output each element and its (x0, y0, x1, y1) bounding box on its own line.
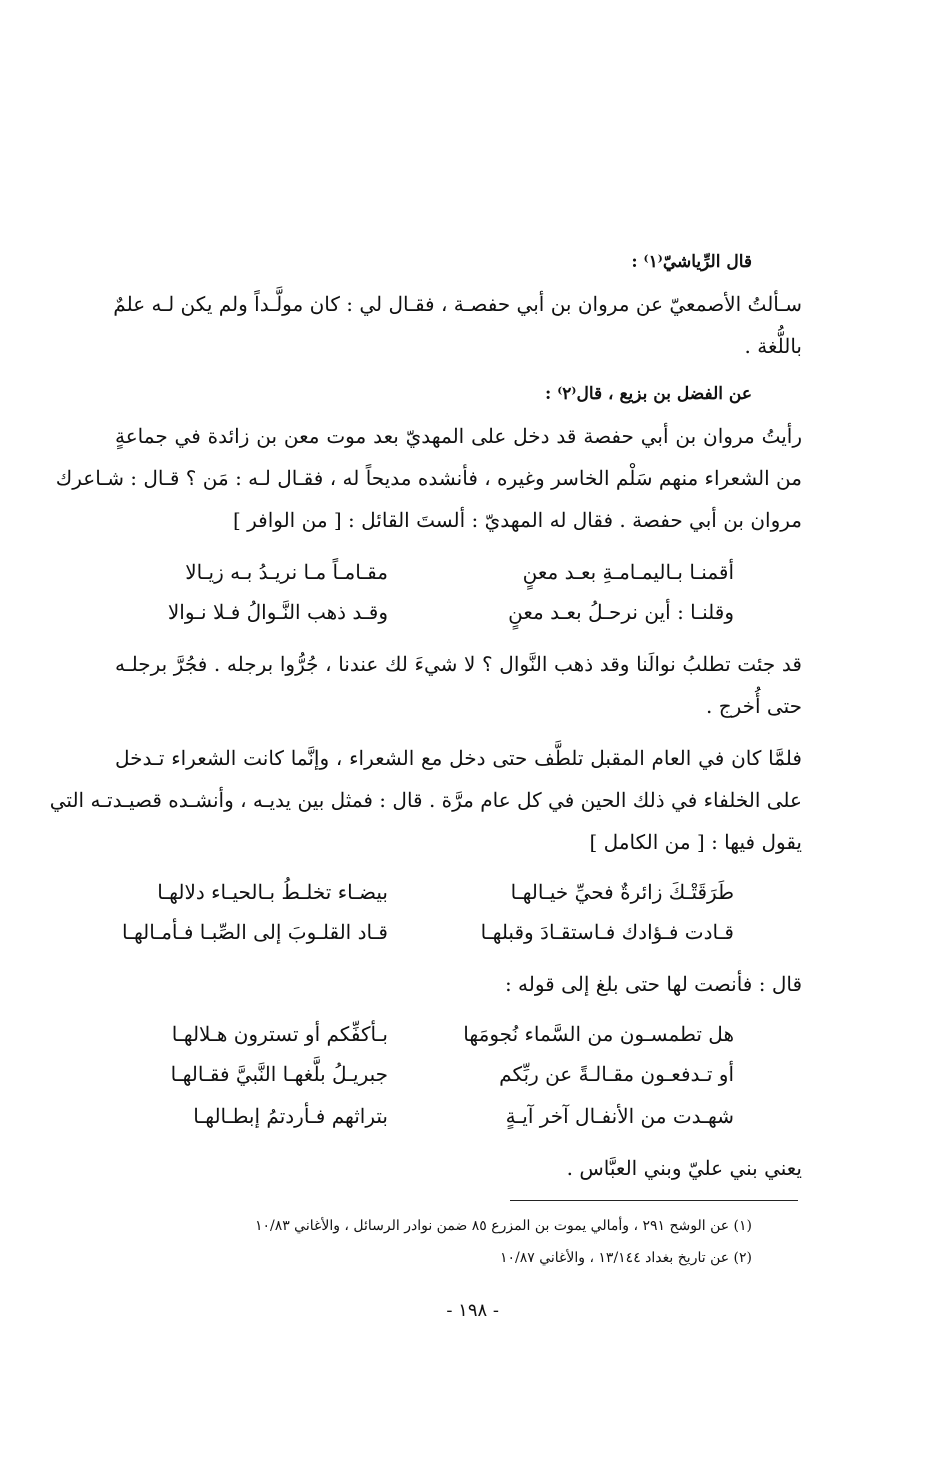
paragraph-line: سـألتُ الأصمعيّ عن مروان بن أبي حفصـة ، فقـال لي : كان مولَّـداً ولم يكن لـه علمٌ (113, 292, 802, 316)
footnote-1: (١) عن الوشح ٢٩١ ، وأمالي يموت بن المزرع ٨٥ ضمن نوادر الرسائل ، والأغاني ١٠/٨٣ (254, 1218, 752, 1234)
paragraph-line: باللُّغة . (744, 334, 802, 358)
verse-second-hemistich: بتراثهم فـأردتمُ إبطـالهـا (193, 1104, 388, 1128)
verse-second-hemistich: جبريـلُ بلَّغهـا النَّبيَّ فقـالهـا (170, 1062, 388, 1086)
footnote-2: (٢) عن تاريخ بغداد ١٣/١٤٤ ، والأغاني ١٠/٨٧ (499, 1250, 752, 1266)
paragraph-line: رأيتُ مروان بن أبي حفصة قد دخل على المهديّ بعد موت معن بن زائدة في جماعةٍ (115, 424, 802, 448)
page-number: - ١٩٨ - (446, 1300, 499, 1321)
fadl-heading: عن الفضل بن بزيع ، قال⁽٢⁾ : (545, 384, 752, 404)
paragraph-line: على الخلفاء في ذلك الحين في كل عام مرَّة . قال : فمثل بين يديـه ، وأنشـده قصيـدتـه التي (49, 788, 802, 812)
verse-second-hemistich: بـأكفِّكم أو تسترون هـلالهـا (171, 1022, 388, 1046)
verse-second-hemistich: مقـامـاً مـا نريـدُ بـه زيـالا (185, 560, 388, 584)
paragraph-line: قد جئت تطلبُ نوالَنا وقد ذهب النَّوال ؟ لا شيءَ لك عندنا ، جُرُّوا برجله . فجُرَّ برجلـه (115, 652, 802, 676)
verse-first-hemistich: أو تـدفعـون مقـالـةً عن ربِّكم (499, 1062, 734, 1086)
verse-first-hemistich: هل تطمسـون من السَّماء نُجومَها (463, 1022, 734, 1046)
paragraph-line: مروان بن أبي حفصة . فقال له المهديّ : ألستَ القائل : [ من الوافر ] (232, 508, 802, 532)
verse-first-hemistich: وقلنـا : أين نرحـلُ بعـد معنٍ (508, 600, 734, 624)
paragraph-line: يقول فيها : [ من الكامل ] (589, 830, 802, 854)
footnote-divider (510, 1200, 798, 1201)
verse-first-hemistich: طَرَقَتْـكَ زائرةٌ فحيِّ خيـالهـا (510, 880, 734, 904)
verse-first-hemistich: شهـدت من الأنفـال آخر آيـةٍ (505, 1104, 734, 1128)
paragraph-line: فلمَّا كان في العام المقبل تلطَّف حتى دخل مع الشعراء ، وإنَّما كانت الشعراء تـدخل (115, 746, 802, 770)
riyashi-heading: قال الرِّياشيّ⁽١⁾ : (631, 252, 752, 272)
closing-line: يعني بني عليّ وبني العبَّاس . (566, 1156, 802, 1180)
verse-first-hemistich: قـادت فـؤادك فـاستقـادَ وقبلهـا (480, 920, 734, 944)
transition-line: قال : فأنصت لها حتى بلغ إلى قوله : (504, 972, 802, 996)
paragraph-line: حتى أُخرج . (705, 694, 802, 718)
verse-second-hemistich: قـاد القلـوبَ إلى الصِّبـا فـأمـالهـا (121, 920, 388, 944)
verse-second-hemistich: بيضـاء تخلـطُ بـالحيـاء دلالهـا (157, 880, 388, 904)
verse-second-hemistich: وقـد ذهب النَّـوالُ فـلا نـوالا (167, 600, 388, 624)
verse-first-hemistich: أقمنـا بـاليمـامـةِ بعـد معنٍ (522, 560, 734, 584)
paragraph-line: من الشعراء منهم سَلْم الخاسر وغيره ، فأنشده مديحاً له ، فقـال لـه : مَن ؟ قـال : شـاعرك (55, 466, 802, 490)
